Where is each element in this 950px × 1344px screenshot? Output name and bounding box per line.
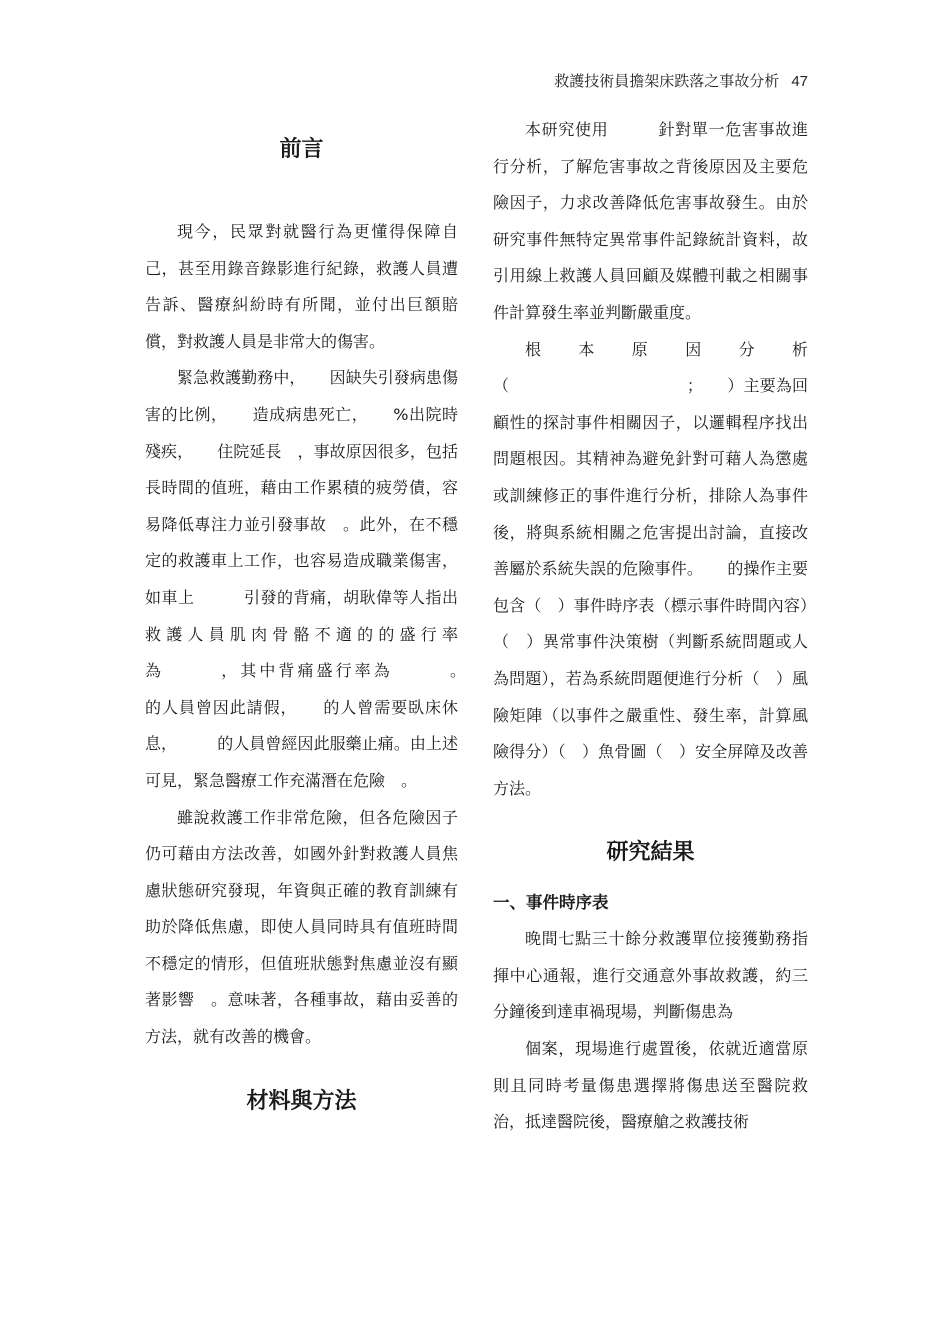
timeline-heading: 一、事件時序表 bbox=[493, 893, 609, 913]
intro-heading: 前言 bbox=[279, 137, 324, 162]
running-header bbox=[554, 70, 808, 91]
intro-paragraph: 現今，民眾對就醫行為更懂得保障自己，甚至用錄音錄影進行紀錄，救護人員遭告訴、醫療糾紛時有所聞，並付出巨額賠償，對救護人員是非常大的傷害。 bbox=[145, 222, 458, 351]
methods-paragraph: 本研究使用 針對單一危害事故進行分析，了解危害事故之背後原因及主要危險因子，力求改善降低危害事故發生。由於研究事件無特定異常事件記錄統計資料，故引用線上救護人員回顧及媒體刊載之相關事件計算發生率並判斷嚴重度。 bbox=[493, 120, 808, 322]
timeline-paragraph: 個案，現場進行處置後，依就近適當原則且同時考量傷患選擇將傷患送至醫院救治，抵達醫院後，醫療艙之救護技術 bbox=[493, 1039, 808, 1132]
results-heading: 研究結果 bbox=[606, 840, 695, 866]
methods-paragraph: 根本原因分析（ ； ）主要為回顧性的探討事件相關因子，以邏輯程序找出問題根因。其精神為避免針對可藉人為懲處或訓練修正的事件進行分析，排除人為事件後，將與系統相關之危害提出討論，直接改善屬於系統失誤的危險事件。 的操作主要包含（ ）事件時序表（標示事件時間內容）（ ）異常事件決策樹（判斷系統問題或人為問題），若為系統問題便進行分析（ ）風險矩陣（以事件之嚴重性、發生率，計算風險得分）（ ）魚骨圖（ ）安全屏障及改善方法。 bbox=[493, 339, 808, 798]
methods-heading: 材料與方法 bbox=[246, 1088, 357, 1114]
right-column bbox=[493, 112, 808, 1141]
intro-paragraph: 雖說救護工作非常危險，但各危險因子仍可藉由方法改善，如國外針對救護人員焦慮狀態研究發現，年資與正確的教育訓練有助於降低焦慮，即使人員同時具有值班時間不穩定的情形，但值班狀態對焦慮並沒有顯著影響 。意味著，各種事故，藉由妥善的方法，就有改善的機會。 bbox=[145, 807, 458, 1047]
intro-paragraph: 緊急救護勤務中， 因缺失引發病患傷害的比例， 造成病患死亡， %出院時殘疾， 住院延長 ，事故原因很多，包括長時間的值班，藉由工作累積的疲勞債，容易降低專注力並引發事故 。此外，在不穩定的救護車上工作，也容易造成職業傷害，如車上 引發的背痛，胡耿偉等人指出救護人員肌肉骨骼不適的的盛行率為 ，其中背痛盛行率為 。 的人員曾因此請假， 的人曾需要臥床休息， 的人員曾經因此服藥止痛。由上述可見，緊急醫療工作充滿潛在危險 。 bbox=[145, 368, 507, 790]
running-title: 救護技術員擔架床跌落之事故分析 bbox=[554, 72, 780, 90]
page-number: 47 bbox=[791, 73, 808, 90]
timeline-paragraph: 晚間七點三十餘分救護單位接獲勤務指揮中心通報，進行交通意外事故救護，約三分鐘後到達車禍現場，判斷傷患為 bbox=[493, 929, 808, 1022]
left-column bbox=[145, 112, 507, 1120]
